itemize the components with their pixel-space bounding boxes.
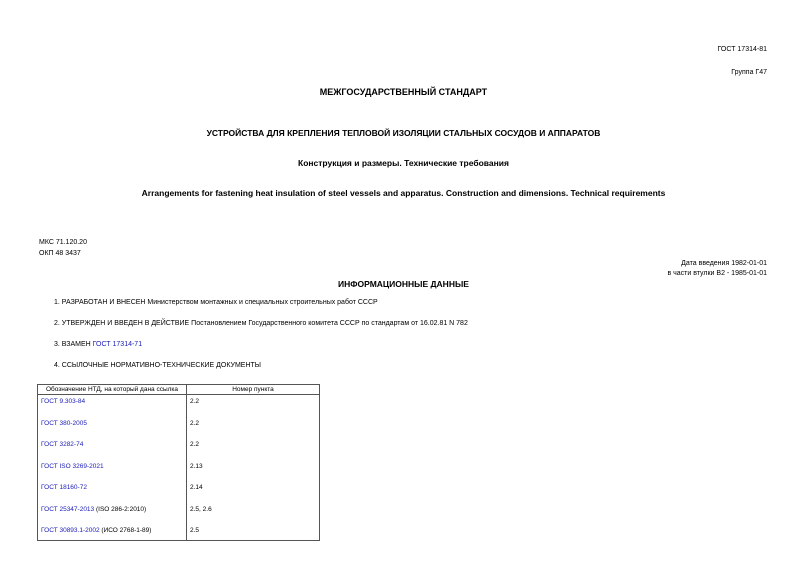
doc-cell: [38, 481, 187, 503]
doc-cell: [38, 460, 187, 482]
col-header-doc: Обозначение НТД, на который дана ссылка: [38, 385, 187, 395]
doc-cell: [38, 395, 187, 417]
info-item-4: 4. ССЫЛОЧНЫЕ НОРМАТИВНО-ТЕХНИЧЕСКИЕ ДОКУМЕНТЫ: [54, 362, 261, 369]
replaced-standard-link[interactable]: ГОСТ 17314-71: [92, 341, 143, 348]
item-cell: 2.5: [187, 524, 320, 541]
item-cell: 2.13: [187, 460, 320, 482]
table-row: [38, 460, 320, 482]
doc-link[interactable]: ГОСТ ISO 3269-2021: [41, 462, 104, 470]
info-item-1: 1. РАЗРАБОТАН И ВНЕСЕН Министерством монтажных и специальных строительных работ СССР: [54, 299, 378, 306]
info-item-3: [54, 341, 142, 348]
doc-cell: [38, 524, 187, 541]
table-row: [38, 417, 320, 439]
doc-cell: [38, 438, 187, 460]
table-row: [38, 524, 320, 541]
doc-link[interactable]: ГОСТ 380-2005: [41, 419, 87, 427]
doc-cell: [38, 503, 187, 525]
doc-link[interactable]: ГОСТ 30893.1-2002: [41, 527, 100, 534]
item-cell: 2.2: [187, 417, 320, 439]
doc-link[interactable]: ГОСТ 9.303-84: [41, 398, 86, 405]
table-header-row: [38, 385, 320, 395]
references-table: [37, 384, 320, 541]
doc-link[interactable]: ГОСТ 3282-74: [41, 441, 84, 448]
table-row: [38, 438, 320, 460]
doc-link[interactable]: ГОСТ 25347-2013: [41, 505, 95, 513]
doc-cell: [38, 417, 187, 439]
col-header-item: Номер пункта: [187, 385, 320, 395]
doc-link[interactable]: ГОСТ 18160-72: [41, 484, 87, 491]
table-row: [38, 503, 320, 525]
table-row: [38, 395, 320, 417]
page-subtitle: Конструкция и размеры. Технические требования: [298, 158, 509, 168]
doc-code: ГОСТ 17314-81: [717, 46, 767, 53]
doc-suffix: (ISO 286-2:2010): [94, 505, 147, 513]
group-code: Группа Г47: [731, 69, 767, 76]
item-cell: 2.5, 2.6: [187, 503, 320, 525]
table-row: [38, 481, 320, 503]
doc-suffix: (ИСО 2768-1-89): [99, 527, 152, 534]
title-english: Arrangements for fastening heat insulation of steel vessels and apparatus. Construction and dimensions. Technical requirements: [141, 188, 666, 198]
info-heading: ИНФОРМАЦИОННЫЕ ДАННЫЕ: [338, 279, 469, 289]
item-cell: 2.14: [187, 481, 320, 503]
okp-code: ОКП 48 3437: [39, 250, 81, 257]
item-cell: 2.2: [187, 395, 320, 417]
page-title: УСТРОЙСТВА ДЛЯ КРЕПЛЕНИЯ ТЕПЛОВОЙ ИЗОЛЯЦИИ СТАЛЬНЫХ СОСУДОВ И АППАРАТОВ: [206, 128, 601, 138]
info-item-3-label: 3. ВЗАМЕН: [54, 341, 93, 348]
info-item-2: 2. УТВЕРЖДЕН И ВВЕДЕН В ДЕЙСТВИЕ Постановлением Государственного комитета СССР по стандартам от 16.02.81 N 782: [54, 320, 468, 327]
item-cell: 2.2: [187, 438, 320, 460]
standard-type: МЕЖГОСУДАРСТВЕННЫЙ СТАНДАРТ: [319, 87, 488, 97]
intro-date-v2: в части втулки В2 - 1985-01-01: [667, 270, 767, 277]
intro-date: Дата введения 1982-01-01: [681, 260, 767, 267]
mks-code: МКС 71.120.20: [39, 239, 87, 246]
